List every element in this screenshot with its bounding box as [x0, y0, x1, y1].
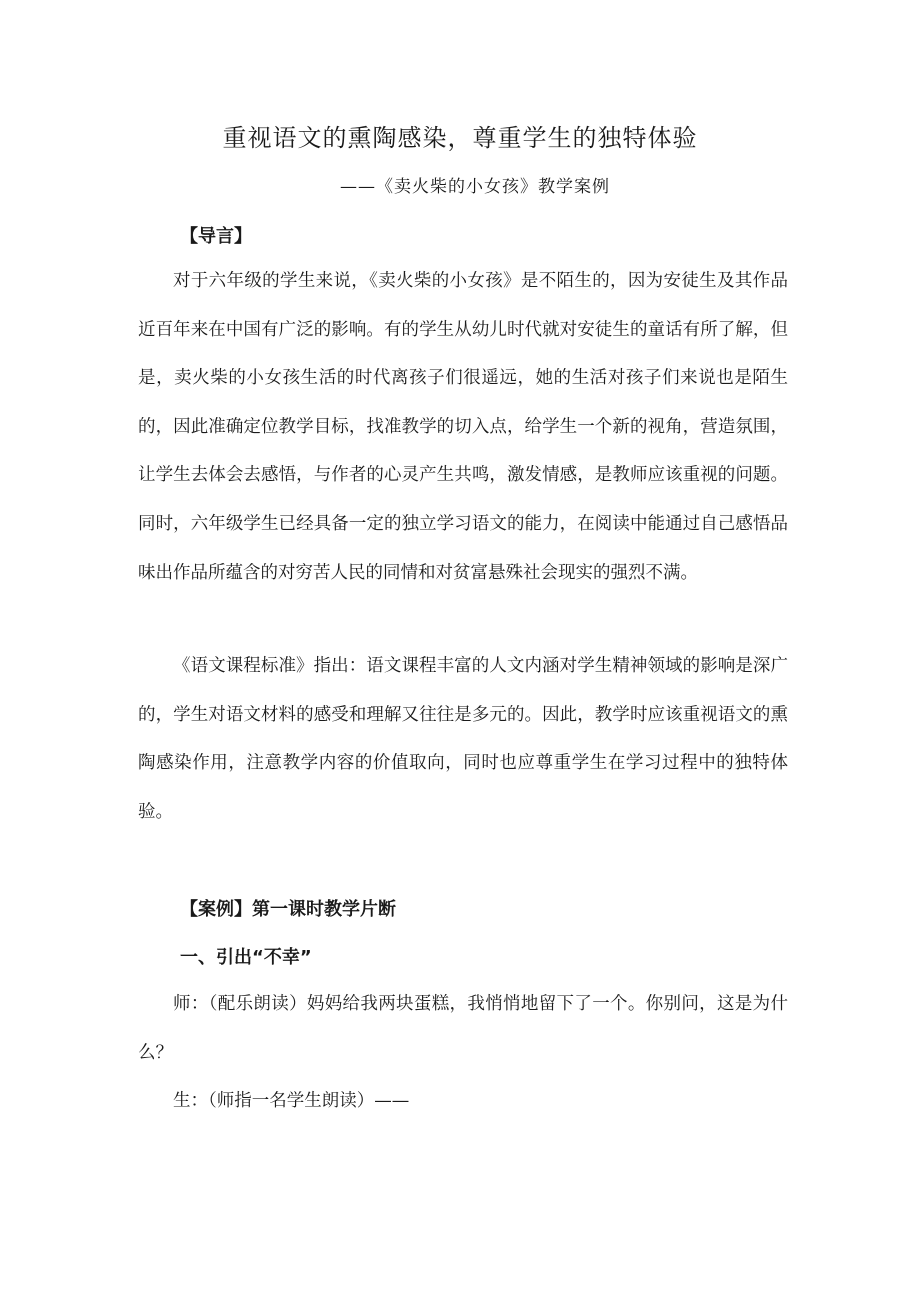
intro-paragraph-2: 《语文课程标准》指出：语文课程丰富的人文内涵对学生精神领域的影响是深广的，学生对语文材料的感受和理解又往往是多元的。因此，教学时应该重视语文的熏陶感染作用，注意教学内容的价值取向，同时也应尊重学生在学习过程中的独特体验。: [138, 656, 788, 822]
student-line: 生：（师指一名学生朗读）——: [173, 1091, 410, 1111]
intro-paragraph-1: 对于六年级的学生来说，《卖火柴的小女孩》是不陌生的，因为安徒生及其作品近百年来在中国有广泛的影响。有的学生从幼儿时代就对安徒生的童话有所了解，但是，卖火柴的小女孩生活的时代离孩子们很遥远，她的生活对孩子们来说也是陌生的，因此准确定位教学目标，找准教学的切入点，给学生一个新的视角，营造氛围，让学生去体会去感悟，与作者的心灵产生共鸣，激发情感，是教师应该重视的问题。同时，六年级学生已经具备一定的独立学习语文的能力，在阅读中能通过自己感悟品味出作品所蕴含的对穷苦人民的同情和对贫富悬殊社会现实的强烈不满。: [138, 271, 788, 583]
intro-heading: 【导言】: [180, 226, 252, 247]
teacher-line: 师：（配乐朗读）妈妈给我两块蛋糕，我悄悄地留下了一个。你别问，这是为什么？: [138, 994, 788, 1063]
case-heading: 【案例】第一课时教学片断: [180, 899, 396, 920]
document-title: 重视语文的熏陶感染，尊重学生的独特体验: [222, 124, 698, 152]
section-1-heading: 一、引出“不幸”: [180, 947, 312, 968]
document-subtitle: ——《卖火柴的小女孩》教学案例: [340, 177, 610, 197]
